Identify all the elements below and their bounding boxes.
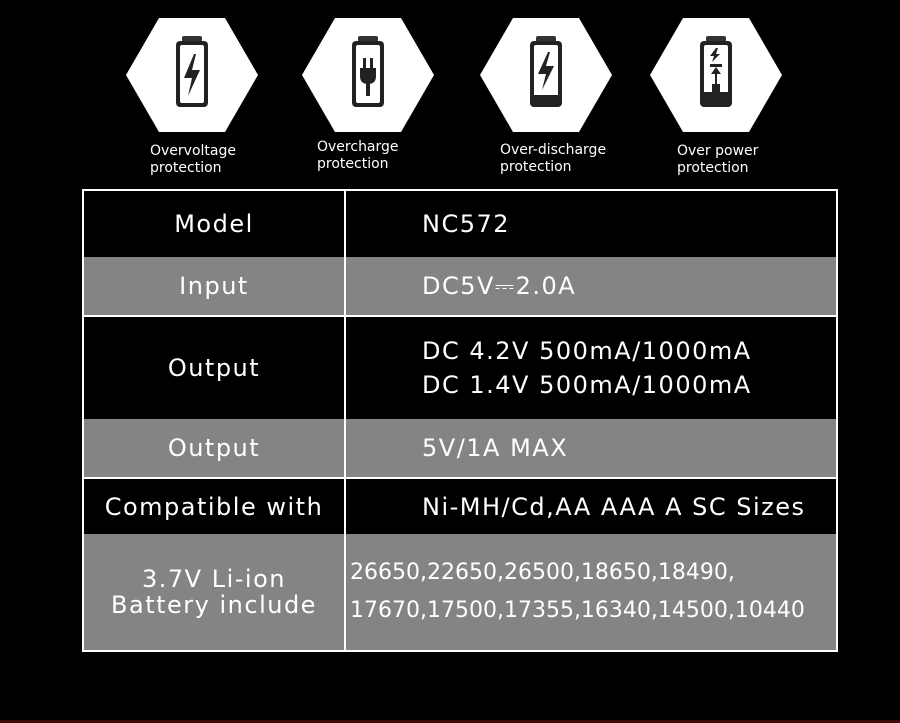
feature-over-discharge: [476, 18, 616, 132]
spec-row-input: [84, 257, 836, 315]
hexagon-badge: [480, 18, 612, 132]
hexagon-badge: [302, 18, 434, 132]
spec-label: 3.7V Li-ion Battery include: [84, 534, 346, 650]
hexagon-badge: [650, 18, 782, 132]
hexagon-badge: [126, 18, 258, 132]
battery-discharge-icon: [530, 36, 562, 107]
battery-bolt-icon: [176, 36, 208, 107]
spec-row-output-charge: [84, 317, 836, 419]
feature-label-overcharge: Overcharge protection: [317, 139, 399, 172]
spec-row-model: [84, 191, 836, 257]
spec-value: NC572: [422, 210, 511, 238]
spec-label: Output: [84, 419, 346, 477]
battery-power-icon: [700, 36, 732, 107]
spec-label: Model: [84, 191, 346, 257]
feature-label-over-discharge: Over-discharge protection: [500, 142, 607, 175]
spec-row-compatible: [84, 479, 836, 534]
spec-value: 26650,22650,26500,18650,18490, 17670,17500,17355,16340,14500,10440: [350, 560, 805, 623]
feature-label-over-power: Over power protection: [677, 143, 759, 176]
spec-row-output-usb: [84, 419, 836, 477]
feature-overcharge: [298, 18, 438, 132]
spec-label: Output: [84, 317, 346, 419]
feature-label-overvoltage: Overvoltage protection: [150, 143, 236, 176]
spec-label: Compatible with: [84, 479, 346, 534]
spec-value: DC 4.2V 500mA/1000mA DC 1.4V 500mA/1000mA: [422, 337, 752, 399]
spec-table: [82, 189, 838, 652]
feature-overvoltage: [122, 18, 262, 132]
spec-value: DC5V⎓2.0A: [422, 272, 577, 300]
spec-row-li-ion: [84, 534, 836, 650]
feature-over-power: [646, 18, 786, 132]
spec-label: Input: [84, 257, 346, 315]
spec-value: Ni-MH/Cd,AA AAA A SC Sizes: [422, 492, 806, 521]
spec-value: 5V/1A MAX: [422, 434, 569, 462]
battery-plug-icon: [352, 36, 384, 107]
